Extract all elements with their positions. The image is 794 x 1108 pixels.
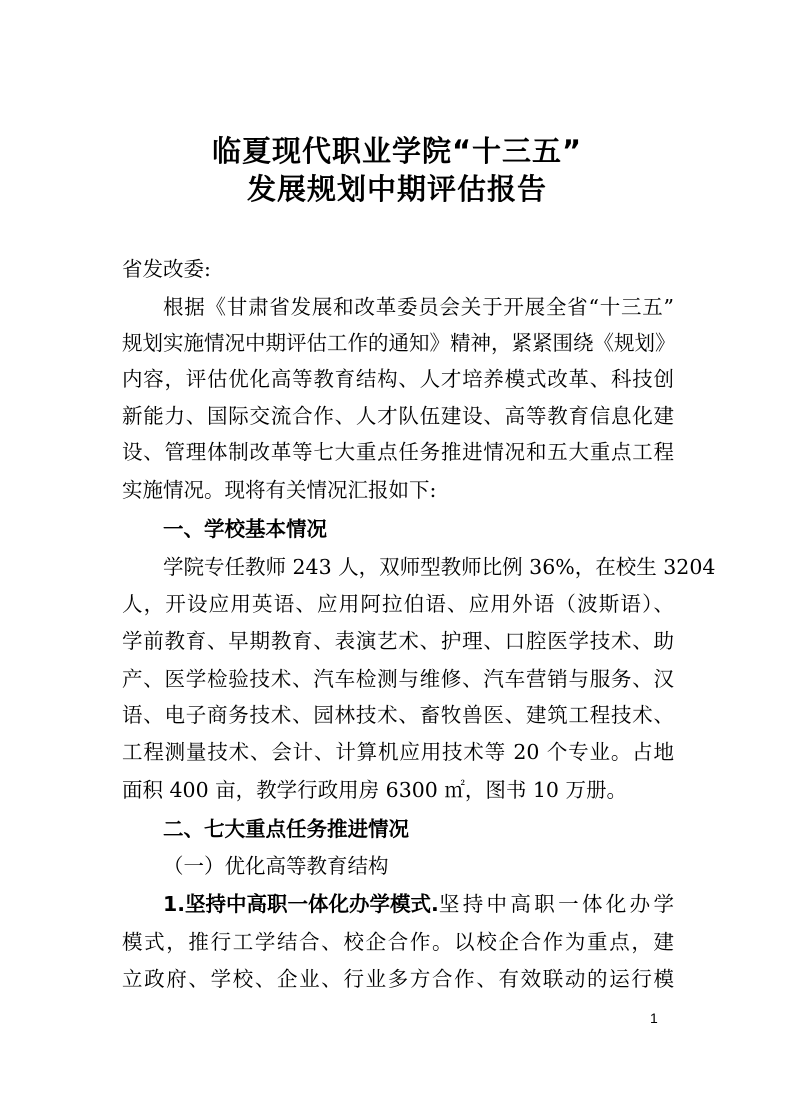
- body-line: 人，开设应用英语、应用阿拉伯语、应用外语（波斯语）、: [122, 592, 674, 616]
- subsection-heading: （一）优化高等教育结构: [163, 854, 389, 878]
- body-line: 学前教育、早期教育、表演艺术、护理、口腔医学技术、助: [122, 629, 674, 653]
- report-title-line-2: 发展规划中期评估报告: [246, 172, 547, 206]
- body-line: 立政府、学校、企业、行业多方合作、有效联动的运行模: [122, 967, 674, 991]
- intro-line: 规划实施情况中期评估工作的通知》精神，紧紧围绕《规划》: [122, 331, 676, 355]
- section-heading: 二、七大重点任务推进情况: [163, 817, 409, 841]
- intro-line: 根据《甘肃省发展和改革委员会关于开展全省“十三五”: [163, 295, 674, 319]
- section-heading: 一、学校基本情况: [163, 517, 327, 541]
- body-line: 语、电子商务技术、园林技术、畜牧兽医、建筑工程技术、: [122, 703, 674, 727]
- body-line: 面积 400 亩，教学行政用房 6300 ㎡，图书 10 万册。: [122, 778, 627, 802]
- intro-line: 新能力、国际交流合作、人才队伍建设、高等教育信息化建: [122, 404, 674, 428]
- body-line: 学院专任教师 243 人，双师型教师比例 36%，在校生 3204: [163, 555, 716, 579]
- item-title: 1.坚持中高职一体化办学模式.: [163, 892, 439, 916]
- body-line: 模式，推行工学结合、校企合作。以校企合作为重点，建: [122, 930, 674, 954]
- report-title-line-1: 临夏现代职业学院“十三五”: [211, 134, 583, 168]
- body-line: 工程测量技术、会计、计算机应用技术等 20 个专业。占地: [122, 740, 674, 764]
- salutation: 省发改委:: [122, 257, 211, 281]
- page-number: 1: [650, 1010, 658, 1026]
- item-text: 坚持中高职一体化办学: [438, 892, 674, 916]
- intro-line: 内容，评估优化高等教育结构、人才培养模式改革、科技创: [122, 367, 674, 391]
- intro-line: 设、管理体制改革等七大重点任务推进情况和五大重点工程: [122, 440, 674, 464]
- body-line: 产、医学检验技术、汽车检测与维修、汽车营销与服务、汉: [122, 667, 674, 691]
- intro-line: 实施情况。现将有关情况汇报如下:: [122, 478, 437, 502]
- item-line: [163, 890, 674, 918]
